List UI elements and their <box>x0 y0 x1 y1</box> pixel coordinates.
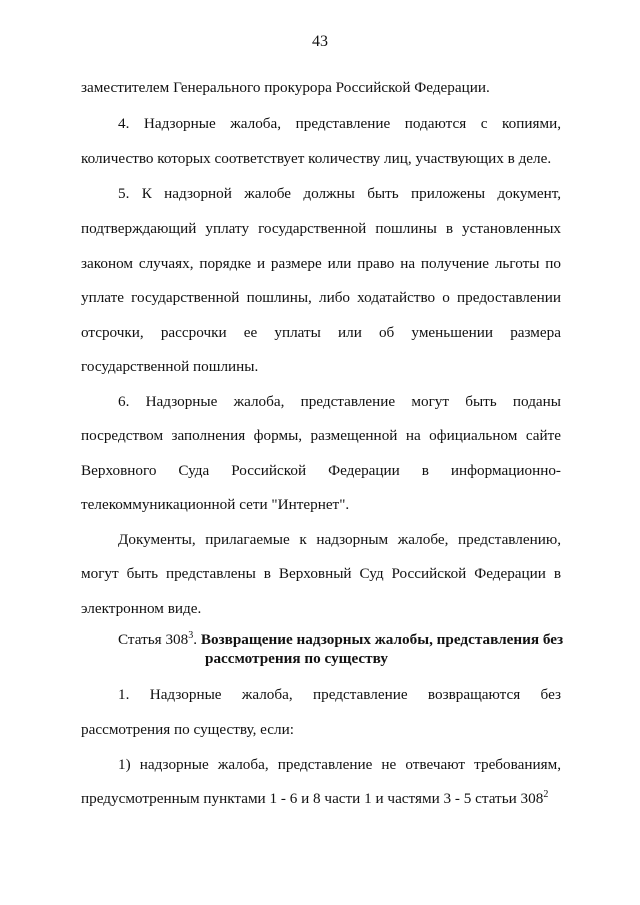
paragraph-4-line-2: количество которых соответствует количеству лиц, участвующих в деле. <box>81 150 552 167</box>
paragraph-6-line-2: посредством заполнения формы, размещенной на официальном сайте <box>81 427 561 444</box>
paragraph-6-line-3: Верховного Суда Российской Федерации в информационно- <box>81 462 561 479</box>
article-title-line-1: Возвращение надзорных жалобы, представления без <box>200 631 564 648</box>
article-number-superscript: 3 <box>188 629 194 641</box>
paragraph-6-line-4: телекоммуникационной сети "Интернет". <box>81 496 350 513</box>
paragraph-7-line-1: Документы, прилагаемые к надзорным жалобе, представлению, <box>118 531 561 548</box>
clause-1-line-2: рассмотрения по существу, если: <box>81 721 294 738</box>
paragraph-5-line-1: 5. К надзорной жалобе должны быть приложены документ, <box>118 185 561 202</box>
paragraph-5-line-4: уплате государственной пошлины, либо ходатайство о предоставлении <box>81 289 561 306</box>
text-line: заместителем Генерального прокурора Российской Федерации. <box>81 79 490 96</box>
clause-1-line-1: 1. Надзорные жалоба, представление возвращаются без <box>118 686 561 703</box>
paragraph-7-line-3: электронном виде. <box>81 600 202 617</box>
article-title-line-2: рассмотрения по существу <box>205 650 388 667</box>
paragraph-5-line-2: подтверждающий уплату государственной пошлины в установленных <box>81 220 561 237</box>
paragraph-7-line-2: могут быть представлены в Верховный Суд Российской Федерации в <box>81 565 561 582</box>
article-number: Статья 308 <box>118 631 189 648</box>
clause-1-item-1-line-2 <box>81 790 571 808</box>
clause-1-item-1-line-1: 1) надзорные жалоба, представление не отвечают требованиям, <box>118 756 561 773</box>
clause-1-item-1-line-2-text: предусмотренным пунктами 1 - 6 и 8 части 1 и частями 3 - 5 статьи 308 <box>81 790 544 807</box>
paragraph-6-line-1: 6. Надзорные жалоба, представление могут быть поданы <box>118 393 561 410</box>
paragraph-5-line-5: отсрочки, рассрочки ее уплаты или об уменьшении размера <box>81 324 561 341</box>
article-title-line-2-wrap <box>205 650 565 668</box>
paragraph-4-line-1: 4. Надзорные жалоба, представление подаются с копиями, <box>118 115 561 132</box>
clause-1-item-1-superscript: 2 <box>543 788 549 800</box>
page-number: 43 <box>312 33 328 50</box>
paragraph-5-line-3: законом случаях, порядке и размере или право на получение льготы по <box>81 255 561 272</box>
article-heading: Статья $308^3$. Возвращение надзорных жалобы, представления без <box>118 629 564 648</box>
paragraph-5-line-6: государственной пошлины. <box>81 358 259 375</box>
